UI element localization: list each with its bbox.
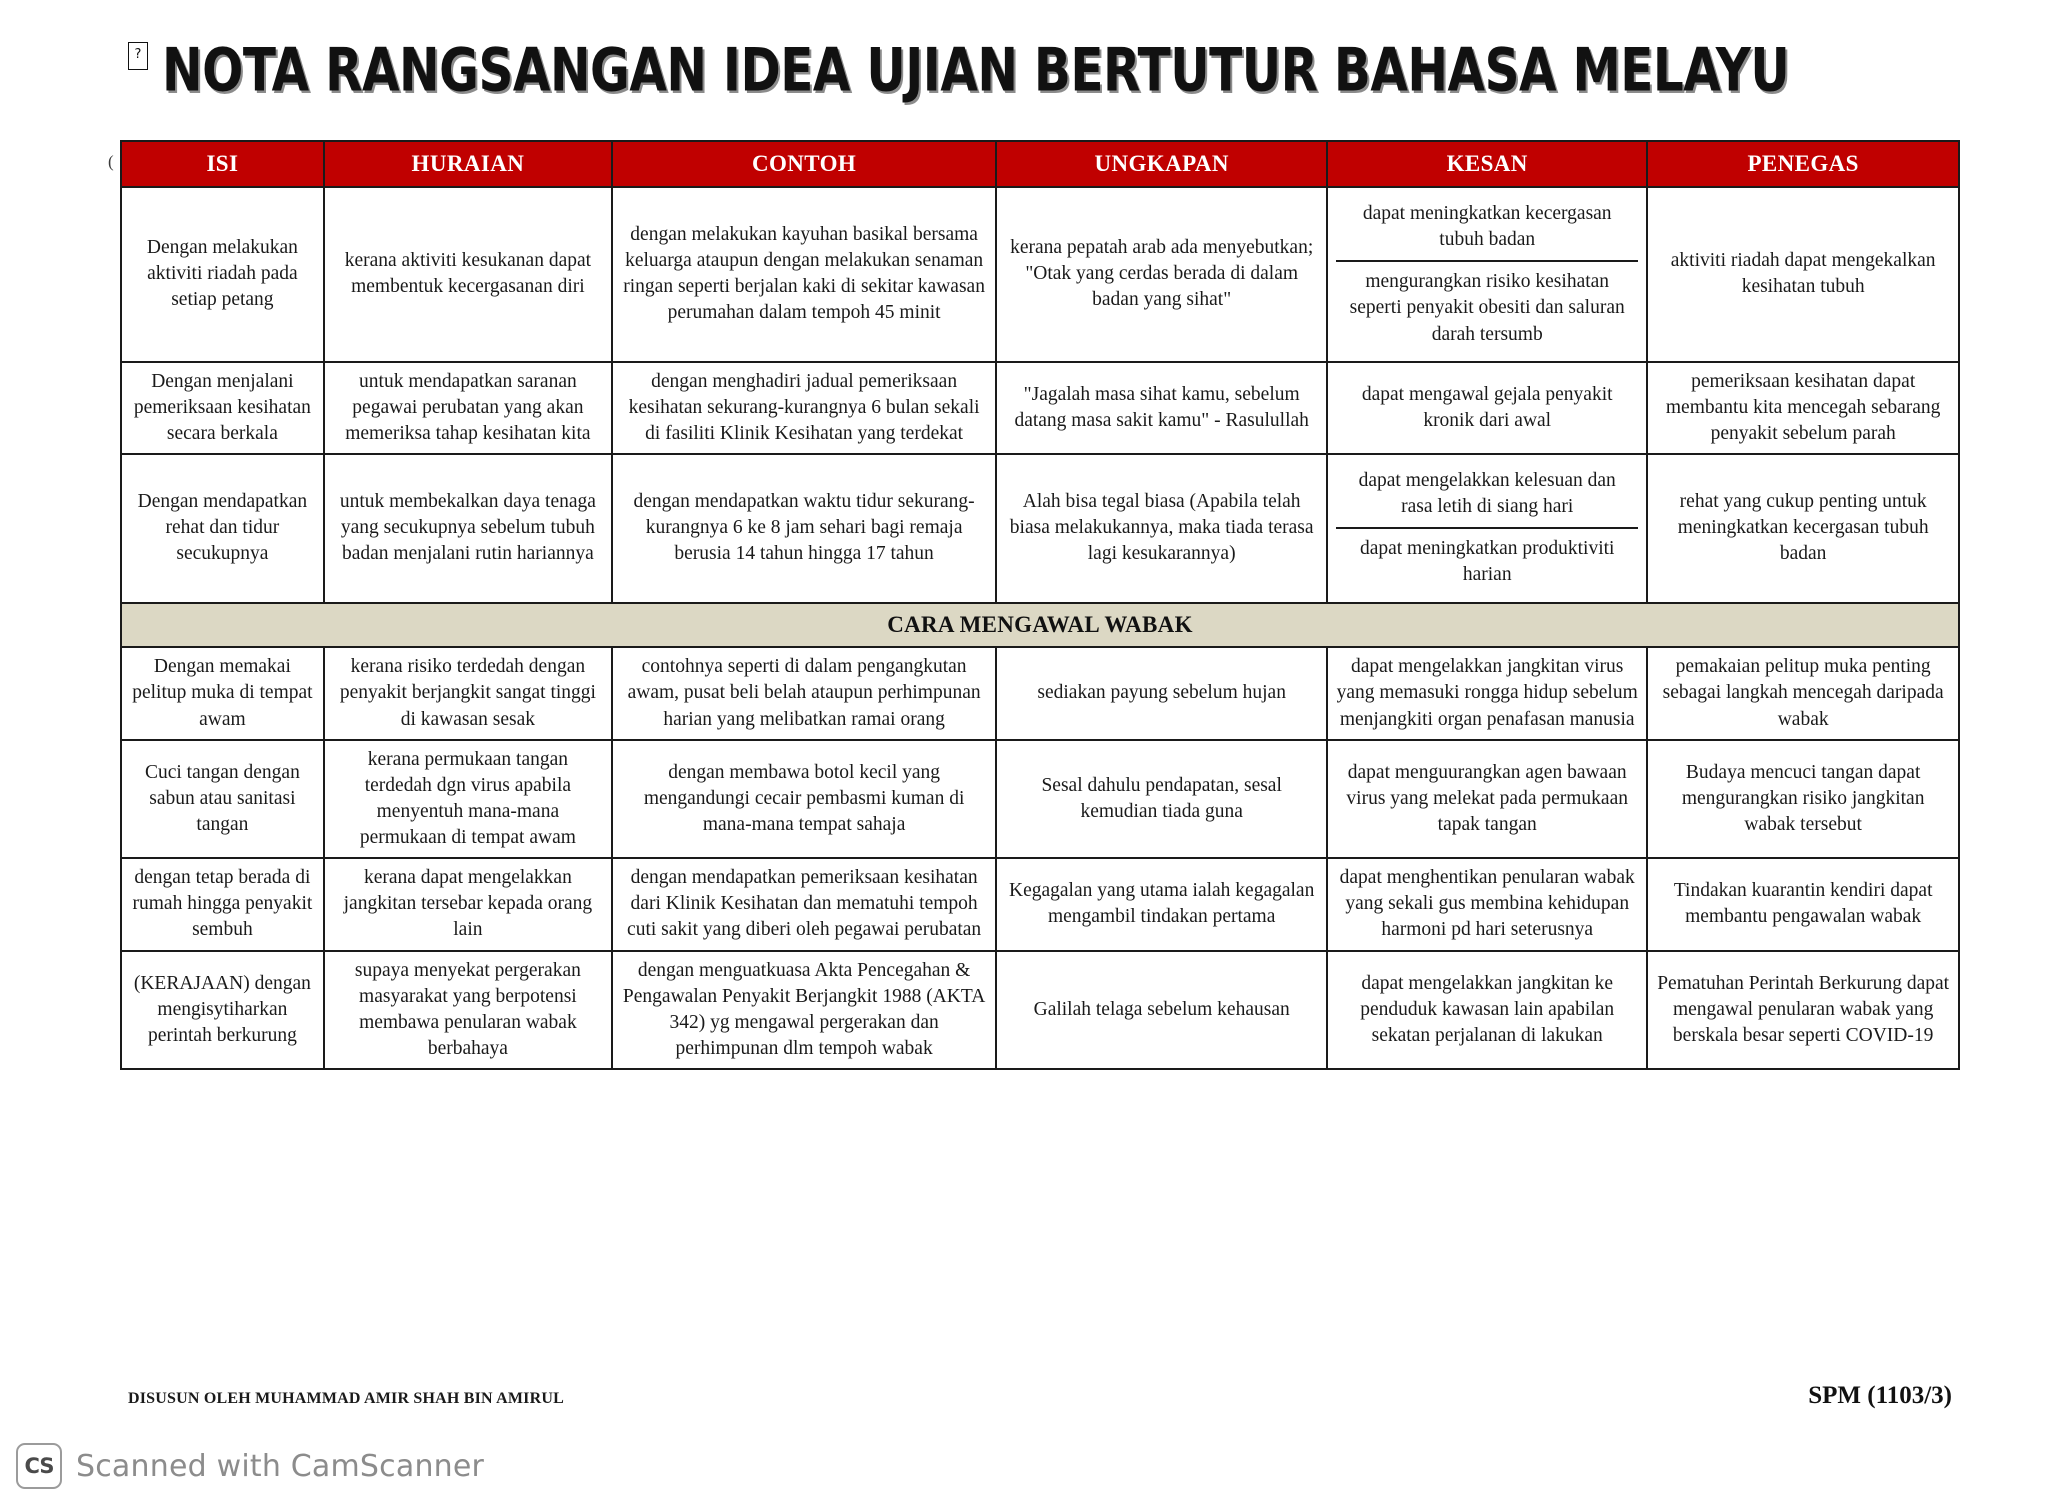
cell-isi: Dengan mendapatkan rehat dan tidur secukupnya [121,454,324,603]
page-title: NOTA RANGSANGAN IDEA UJIAN BERTUTUR BAHASA MELAYU [162,35,1790,105]
cell-kesan: dapat mengelakkan jangkitan ke penduduk kawasan lain apabilan sekatan perjalanan di lakukan [1327,951,1647,1070]
cell-isi: Cuci tangan dengan sabun atau sanitasi tangan [121,740,324,859]
notes-table [120,140,1960,1070]
cell-isi: Dengan menjalani pemeriksaan kesihatan secara berkala [121,362,324,454]
cell-kesan: dapat mengawal gejala penyakit kronik dari awal [1327,362,1647,454]
column-header-kesan: KESAN [1327,141,1647,187]
camscanner-watermark [16,1443,484,1489]
cell-kesan: dapat menguurangkan agen bawaan virus yang melekat pada permukaan tapak tangan [1327,740,1647,859]
cell-ungkapan: Kegagalan yang utama ialah kegagalan mengambil tindakan pertama [996,858,1327,950]
cell-contoh: dengan mendapatkan pemeriksaan kesihatan dari Klinik Kesihatan dan mematuhi tempoh cuti sakit yang diberi oleh pegawai perubatan [612,858,996,950]
camscanner-logo-icon: CS [16,1443,62,1489]
cell-contoh: dengan menghadiri jadual pemeriksaan kesihatan sekurang-kurangnya 6 bulan sekali di fasiliti Klinik Kesihatan yang terdekat [612,362,996,454]
section-band-row [121,603,1959,648]
table-row [121,858,1959,950]
camscanner-watermark-text: Scanned with CamScanner [76,1448,485,1484]
table-row [121,740,1959,859]
cell-kesan-part: dapat meningkatkan kecergasan tubuh badan [1336,194,1638,262]
cell-isi: Dengan memakai pelitup muka di tempat awam [121,647,324,739]
cell-huraian: kerana aktiviti kesukanan dapat membentuk kecergasanan diri [324,187,612,362]
cell-ungkapan: Sesal dahulu pendapatan, sesal kemudian tiada guna [996,740,1327,859]
cell-penegas: aktiviti riadah dapat mengekalkan kesihatan tubuh [1647,187,1959,362]
cell-huraian: untuk mendapatkan saranan pegawai perubatan yang akan memeriksa tahap kesihatan kita [324,362,612,454]
cell-kesan [1327,187,1647,362]
cell-kesan [1327,454,1647,603]
cell-contoh: dengan membawa botol kecil yang mengandungi cecair pembasmi kuman di mana-mana tempat sahaja [612,740,996,859]
cell-ungkapan: "Jagalah masa sihat kamu, sebelum datang masa sakit kamu" - Rasulullah [996,362,1327,454]
column-header-ungkapan: UNGKAPAN [996,141,1327,187]
footer-paper-code: SPM (1103/3) [1808,1382,1952,1409]
table-body [121,187,1959,1069]
missing-glyph-icon: ? [128,42,148,70]
table-row [121,454,1959,603]
table-header-row [121,141,1959,187]
cell-isi: dengan tetap berada di rumah hingga penyakit sembuh [121,858,324,950]
cell-ungkapan: Alah bisa tegal biasa (Apabila telah biasa melakukannya, maka tiada terasa lagi kesukarannya) [996,454,1327,603]
title-row [0,30,2048,110]
cell-huraian: kerana permukaan tangan terdedah dgn virus apabila menyentuh mana-mana permukaan di tempat awam [324,740,612,859]
cell-kesan-part: dapat mengelakkan kelesuan dan rasa letih di siang hari [1336,461,1638,529]
cell-kesan-part: mengurangkan risiko kesihatan seperti penyakit obesiti dan saluran darah tersumb [1349,271,1625,345]
table-row [121,951,1959,1070]
cell-penegas: rehat yang cukup penting untuk meningkatkan kecergasan tubuh badan [1647,454,1959,603]
column-header-isi: ISI [121,141,324,187]
cell-contoh: dengan menguatkuasa Akta Pencegahan & Pengawalan Penyakit Berjangkit 1988 (AKTA 342) yg mengawal pergerakan dan perhimpunan dlm tempoh wabak [612,951,996,1070]
column-header-huraian: HURAIAN [324,141,612,187]
cell-penegas: pemeriksaan kesihatan dapat membantu kita mencegah sebarang penyakit sebelum parah [1647,362,1959,454]
table-row [121,362,1959,454]
cell-ungkapan: sediakan payung sebelum hujan [996,647,1327,739]
cell-penegas: pemakaian pelitup muka penting sebagai langkah mencegah daripada wabak [1647,647,1959,739]
cell-contoh: dengan melakukan kayuhan basikal bersama keluarga ataupun dengan melakukan senaman ringan seperti berjalan kaki di sekitar kawasan perumahan dalam tempoh 45 minit [612,187,996,362]
section-band-label: CARA MENGAWAL WABAK [121,603,1959,648]
table-row [121,187,1959,362]
footer [128,1382,1952,1410]
scan-artifact: ( [108,152,114,171]
table-header [121,141,1959,187]
cell-isi: Dengan melakukan aktiviti riadah pada setiap petang [121,187,324,362]
cell-ungkapan: kerana pepatah arab ada menyebutkan; "Otak yang cerdas berada di dalam badan yang sihat" [996,187,1327,362]
cell-ungkapan: Galilah telaga sebelum kehausan [996,951,1327,1070]
table-row [121,647,1959,739]
cell-contoh: dengan mendapatkan waktu tidur sekurang-kurangnya 6 ke 8 jam sehari bagi remaja berusia 14 tahun hingga 17 tahun [612,454,996,603]
cell-huraian: kerana dapat mengelakkan jangkitan tersebar kepada orang lain [324,858,612,950]
column-header-penegas: PENEGAS [1647,141,1959,187]
cell-kesan-part: dapat meningkatkan produktiviti harian [1359,538,1615,586]
cell-penegas: Pematuhan Perintah Berkurung dapat mengawal penularan wabak yang berskala besar seperti COVID-19 [1647,951,1959,1070]
cell-penegas: Budaya mencuci tangan dapat mengurangkan risiko jangkitan wabak tersebut [1647,740,1959,859]
footer-credit: DISUSUN OLEH MUHAMMAD AMIR SHAH BIN AMIRUL [128,1390,564,1407]
cell-kesan: dapat menghentikan penularan wabak yang sekali gus membina kehidupan harmoni pd hari seterusnya [1327,858,1647,950]
cell-huraian: kerana risiko terdedah dengan penyakit berjangkit sangat tinggi di kawasan sesak [324,647,612,739]
cell-isi: (KERAJAAN) dengan mengisytiharkan perintah berkurung [121,951,324,1070]
cell-penegas: Tindakan kuarantin kendiri dapat membantu pengawalan wabak [1647,858,1959,950]
cell-contoh: contohnya seperti di dalam pengangkutan awam, pusat beli belah ataupun perhimpunan harian yang melibatkan ramai orang [612,647,996,739]
column-header-contoh: CONTOH [612,141,996,187]
cell-huraian: untuk membekalkan daya tenaga yang secukupnya sebelum tubuh badan menjalani rutin hariannya [324,454,612,603]
cell-huraian: supaya menyekat pergerakan masyarakat yang berpotensi membawa penularan wabak berbahaya [324,951,612,1070]
cell-kesan: dapat mengelakkan jangkitan virus yang memasuki rongga hidup sebelum menjangkiti organ penafasan manusia [1327,647,1647,739]
